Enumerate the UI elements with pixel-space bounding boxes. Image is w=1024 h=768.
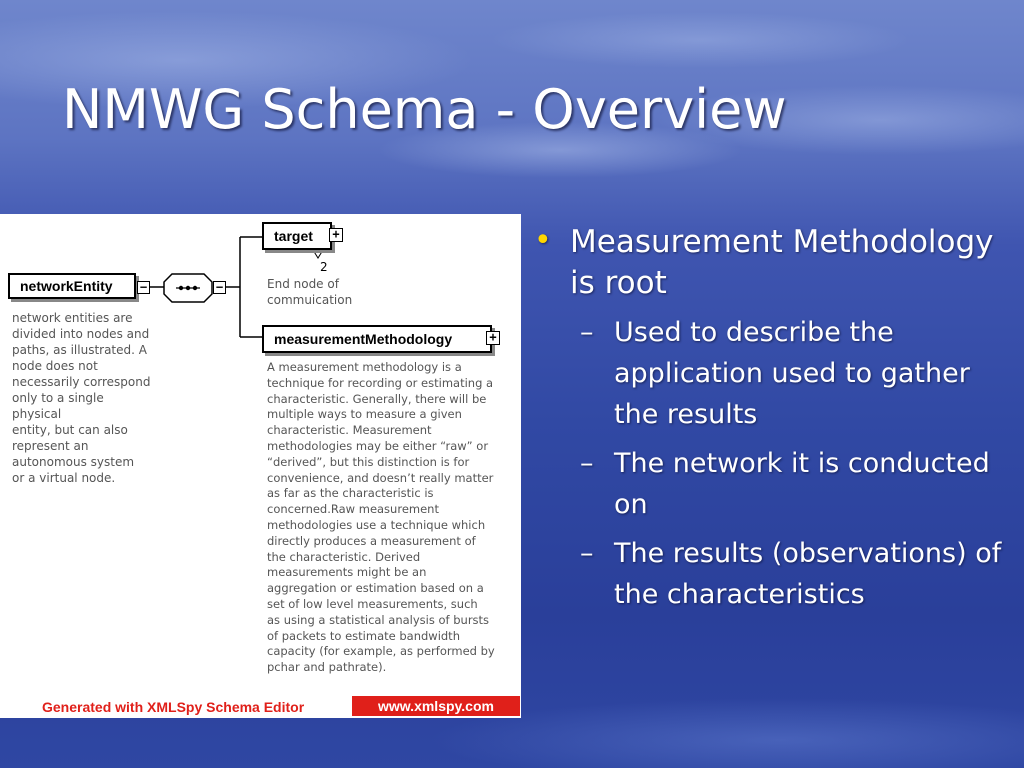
xmlspy-url: www.xmlspy.com (352, 696, 520, 716)
sub-bullet-text: Used to describe the application used to gather the results (614, 317, 970, 430)
sub-bullet-item (530, 443, 1010, 525)
network-entity-element[interactable] (8, 273, 136, 299)
bullet-list (530, 222, 1010, 615)
network-entity-description: network entities are divided into nodes and paths, as illustrated. A node does not necessarily correspond only to a single physical entity, but can also represent an autonomous system or a virtual node. (12, 311, 151, 485)
measurement-methodology-label: measurementMethodology (274, 331, 453, 347)
sub-bullet-text: The results (observations) of the characteristics (614, 538, 1002, 610)
slide-title: NMWG Schema - Overview (62, 78, 787, 141)
sub-bullet-item (530, 533, 1010, 615)
measurement-methodology-description: A measurement methodology is a technique for recording or estimating a characteristic. Generally, there will be multiple ways to measure a given characteristic. Measurement methodologies may be either “raw” or “derived”, but this distinction is for convenience, and doesn’t really matter as far as the characteristic is concerned.Raw measurement methodologies use a technique which directly produces a measurement of the characteristic. Derived measurements might be an aggregation or estimation based on a set of low level measurements, such as using a statistical analysis of bursts of packets to estimate bandwidth capacity (for example, as performed by pchar and pathrate). (267, 360, 495, 675)
target-element[interactable] (262, 222, 332, 250)
collapse-icon[interactable]: − (213, 281, 226, 294)
expand-icon[interactable]: + (329, 228, 343, 242)
bullet-item (530, 222, 1010, 304)
dash-icon: – (580, 538, 594, 569)
schema-diagram (0, 214, 521, 718)
target-label: target (274, 228, 313, 244)
sub-bullet-item (530, 312, 1010, 435)
generated-with-label: Generated with XMLSpy Schema Editor (42, 699, 305, 715)
target-description: End node of commuication (267, 277, 353, 307)
bullet-main-text: Measurement Methodology is root (570, 224, 994, 301)
bullet-dot-icon: • (534, 223, 552, 258)
dash-icon: – (580, 317, 594, 348)
collapse-icon[interactable]: − (137, 281, 150, 294)
network-entity-label: networkEntity (20, 278, 113, 294)
target-multiplicity: 2 (320, 260, 328, 274)
sub-bullet-text: The network it is conducted on (614, 448, 990, 520)
dash-icon: – (580, 448, 594, 479)
measurement-methodology-element[interactable] (262, 325, 492, 353)
expand-icon[interactable]: + (486, 331, 500, 345)
